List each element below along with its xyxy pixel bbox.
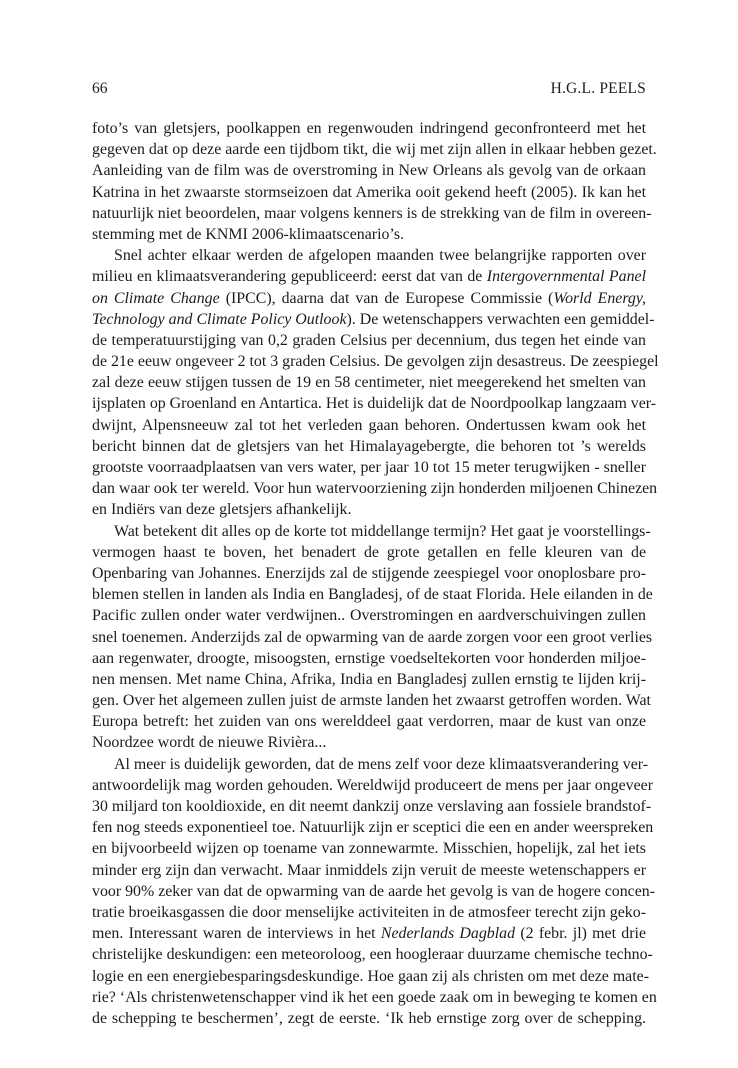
text-segment: fen nog steeds exponentieel toe. Natuurlijk zijn er sceptici die een en ander weerspreken [92, 819, 654, 837]
text-segment: en bijvoorbeeld wijzen op toename van zonnewarmte. Misschien, hopelijk, zal het iets [92, 840, 646, 858]
text-segment: ijsplaten op Groenland en Antartica. Het is duidelijk dat de Noordpoolkap langzaam ver- [92, 395, 657, 413]
text-line [92, 966, 649, 987]
text-line [92, 415, 646, 436]
text-segment: Katrina in het zwaarste stormseizoen dat Amerika ooit gekend heeft (2005). Ik kan het [92, 183, 646, 201]
text-line [92, 669, 646, 690]
text-segment: foto’s van gletsjers, poolkappen en regenwouden indringend geconfronteerd met het [92, 120, 646, 137]
text-line [92, 139, 657, 160]
text-line [92, 478, 658, 499]
text-segment: vermogen haast te boven, het benadert de grote getallen en felle kleuren van de [92, 543, 646, 561]
text-line [92, 690, 651, 711]
text-segment: Wat betekent dit alles op de korte tot middellange termijn? Het gaat je voorstellings- [114, 522, 651, 540]
text-segment: Snel achter elkaar werden de afgelopen maanden twee belangrijke rapporten over [114, 247, 646, 265]
text-segment: natuurlijk niet beoordelen, maar volgens kenners is de strekking van de film in overeen- [92, 204, 652, 222]
text-line [92, 521, 651, 542]
text-segment: zal deze eeuw stijgen tussen de 19 en 58 centimeter, niet meegerekend het smelten van [92, 374, 646, 392]
text-line [92, 457, 646, 478]
text-segment: antwoordelijk mag worden gehouden. Wereldwijd produceert de mens per jaar ongeveer [92, 776, 654, 794]
italic-title: Nederlands Dagblad [380, 925, 516, 943]
text-segment: (2 febr. jl) met drie [515, 925, 646, 943]
italic-title: Technology and Climate Policy Outlook [92, 310, 347, 328]
text-line [92, 372, 646, 393]
text-line [92, 288, 646, 309]
text-line [92, 351, 659, 372]
text-line [92, 160, 646, 181]
text-segment: grootste voorraadplaatsen van vers water, per jaar 10 tot 15 meter terugwijken - sneller [92, 459, 646, 476]
text-segment: minder erg zijn dan verwacht. Maar inmiddels zijn veruit de meeste wetenschappers er [92, 861, 646, 879]
text-segment: Europa betreft: het zuiden van ons werelddeel gaat verdorren, maar de kust van onze [92, 713, 646, 731]
running-head [92, 78, 646, 100]
text-segment: nen mensen. Met name China, Afrika, India en Bangladesj zullen ernstig te lijden krij- [92, 670, 646, 688]
paragraph [92, 521, 653, 754]
text-line [92, 648, 646, 669]
paragraph [92, 118, 657, 245]
text-segment: men. Interessant waren de interviews in het [92, 925, 381, 943]
italic-title: on Climate Change [92, 289, 220, 307]
text-line [92, 817, 654, 838]
text-segment: ). De wetenschappers verwachten een gemiddel- [346, 310, 655, 328]
text-segment: aan regenwater, droogte, misoogsten, ernstige voedseltekorten voor honderden miljoe- [92, 649, 646, 667]
text-line [92, 309, 655, 330]
text-line [92, 775, 654, 796]
text-segment: Openbaring van Johannes. Enerzijds zal de stijgende zeespiegel voor onoplosbare pro- [92, 564, 646, 582]
text-segment: gegeven dat op deze aarde een tijdbom tikt, die wij met zijn allen in elkaar hebben gezet. [92, 141, 657, 159]
italic-title: Intergovernmental Panel [486, 268, 646, 286]
text-line [92, 732, 646, 753]
text-line [92, 393, 657, 414]
text-segment: de schepping te beschermen’, zegt de eerste. ‘Ik heb ernstige zorg over de schepping. [92, 1009, 646, 1027]
text-segment: (IPCC), daarna dat van de Europese Commissie ( [219, 289, 554, 307]
text-line [92, 203, 652, 224]
text-line [92, 860, 646, 881]
text-line [92, 436, 646, 457]
text-segment: dan waar ook ter wereld. Voor hun watervoorziening zijn honderden miljoenen Chinezen [92, 480, 658, 498]
text-segment: blemen stellen in landen als India en Bangladesj, of de staat Florida. Hele eilanden in de [92, 586, 653, 604]
text-line [92, 923, 646, 944]
body-text [92, 118, 659, 1029]
text-segment: dwijnt, Alpensneeuw zal tot het verleden gaan behoren. Ondertussen kwam ook het [92, 416, 646, 434]
text-line [92, 796, 652, 817]
text-segment: milieu en klimaatsverandering gepubliceerd: eerst dat van de [92, 268, 487, 286]
text-segment: en Indiërs van deze gletsjers afhankelijk. [92, 501, 352, 519]
text-segment: snel toenemen. Anderzijds zal de opwarming van de aarde zorgen voor een groot verlies [92, 628, 653, 646]
text-line [92, 1008, 646, 1029]
text-line [92, 902, 646, 923]
text-segment: gen. Over het algemeen zullen juist de armste landen het zwaarst getroffen worden. Wat [92, 692, 651, 710]
text-line [92, 245, 646, 266]
text-line [92, 563, 646, 584]
text-line [92, 944, 653, 965]
text-line [92, 542, 646, 563]
page-number: 66 [92, 80, 108, 97]
text-segment: voor 90% zeker van dat de opwarming van de aarde het gevolg is van de hogere concen- [92, 882, 656, 900]
paragraph [92, 754, 657, 1029]
text-line [92, 605, 646, 626]
text-line [92, 838, 646, 859]
text-line [92, 266, 646, 287]
text-segment: Al meer is duidelijk geworden, dat de mens zelf voor deze klimaatsverandering ver- [114, 755, 649, 773]
italic-title: World Energy, [553, 289, 647, 307]
text-line [92, 330, 646, 351]
text-segment: bericht binnen dat de gletsjers van het Himalayagebergte, die behoren tot ’s werelds [92, 437, 646, 455]
text-line [92, 881, 656, 902]
text-segment: tratie broeikasgassen die door menselijke activiteiten in de atmosfeer terecht zijn geko- [92, 903, 646, 921]
running-head-author: H.G.L. PEELS [550, 80, 646, 97]
text-line [92, 118, 646, 139]
text-segment: rie? ‘Als christenwetenschapper vind ik het een goede zaak om in beweging te komen en [92, 988, 657, 1006]
text-segment: Pacific zullen onder water verdwijnen.. Overstromingen en aardverschuivingen zullen [92, 607, 646, 625]
text-segment: Noordzee wordt de nieuwe Rivièra... [92, 734, 327, 752]
text-line [92, 627, 653, 648]
text-segment: de temperatuurstijging van 0,2 graden Celsius per decennium, dus tegen het einde van [92, 331, 646, 349]
text-line [92, 987, 657, 1008]
text-segment: 30 miljard ton kooldioxide, en dit neemt dankzij onze verslaving aan fossiele brandstof- [92, 798, 652, 815]
text-line [92, 499, 646, 520]
text-line [92, 711, 646, 732]
text-segment: christelijke deskundigen: een meteoroloog, een hoogleraar duurzame chemische techno- [92, 946, 653, 964]
paragraph [92, 245, 659, 520]
text-segment: Aanleiding van de film was de overstroming in New Orleans als gevolg van de orkaan [92, 162, 646, 180]
text-line [92, 224, 646, 245]
text-line [92, 754, 649, 775]
text-line [92, 584, 653, 605]
text-line [92, 182, 646, 203]
text-segment: stemming met de KNMI 2006-klimaatscenario’s. [92, 225, 405, 243]
text-segment: logie en een energiebesparingsdeskundige. Hoe gaan zij als christen om met deze mate- [92, 967, 649, 985]
text-segment: de 21e eeuw ongeveer 2 tot 3 graden Celsius. De gevolgen zijn desastreus. De zeespiegel [92, 353, 659, 371]
